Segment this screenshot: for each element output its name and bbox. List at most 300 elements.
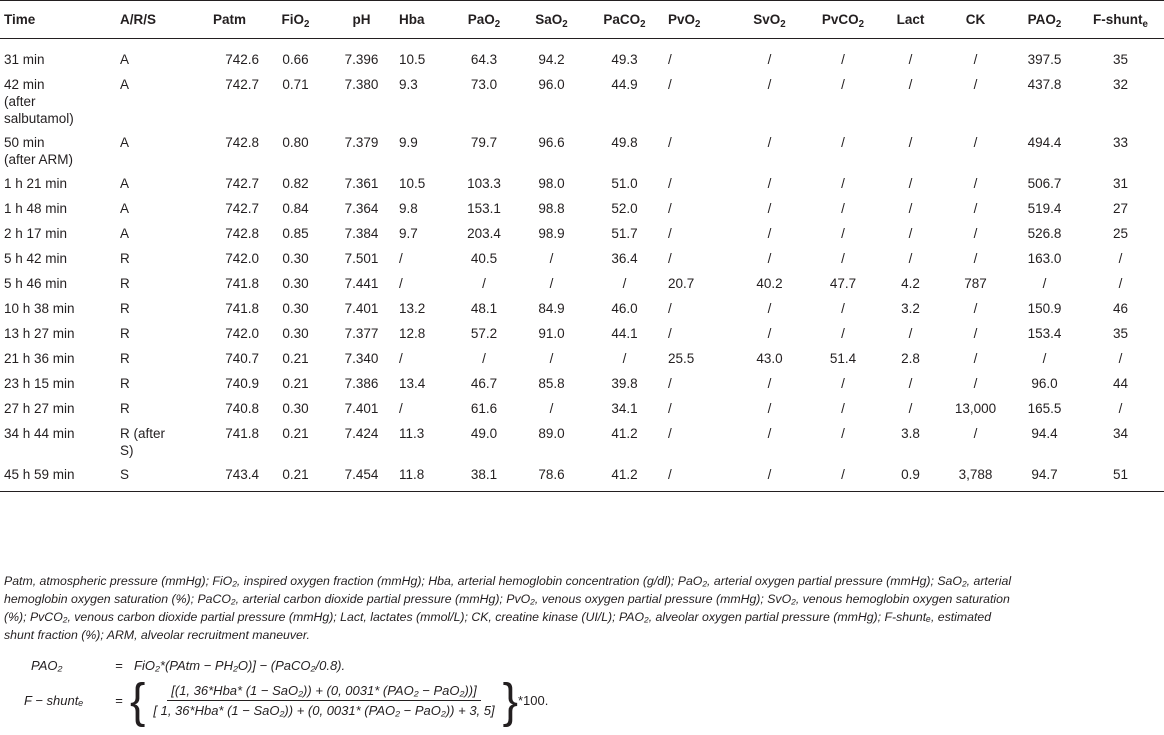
column-header xyxy=(518,1,585,39)
table-cell: / xyxy=(767,426,772,441)
table-cell: 0.30 xyxy=(282,251,309,266)
table-cell: 10.5 xyxy=(399,52,426,67)
table-cell: 23 h 15 min xyxy=(4,376,75,391)
header-row xyxy=(0,1,1164,39)
table-cell: / xyxy=(908,176,913,191)
header-label: Time xyxy=(4,12,36,27)
table-cell: / xyxy=(668,135,672,150)
table-cell: R xyxy=(120,276,130,291)
table-cell: 0.21 xyxy=(282,426,309,441)
table-cell: 34 xyxy=(1112,426,1129,441)
table-cell: / xyxy=(767,401,772,416)
table-cell: / xyxy=(767,176,772,191)
table-cell: 7.396 xyxy=(344,52,379,67)
table-cell: 64.3 xyxy=(470,52,498,67)
table-cell: 7.454 xyxy=(328,459,395,492)
table-cell: 526.8 xyxy=(1027,226,1062,241)
table-cell: 44.9 xyxy=(611,77,638,92)
table-cell: 740.9 xyxy=(225,376,259,391)
header-label: A/R/S xyxy=(120,12,157,27)
column-header xyxy=(1077,1,1164,39)
table-cell: 96.6 xyxy=(538,135,565,150)
legend-line: (%); PvCO₂, venous carbon dioxide partial pressure (mmHg); Lact, lactates (mmol/L); CK, creatine kinase (UI/L); PAO₂, alveolar oxygen partial pressure (mmHg); F-shuntₑ, estimated xyxy=(4,610,992,624)
table-cell: / xyxy=(841,52,845,67)
table-cell: 1 h 48 min xyxy=(4,201,68,216)
header-label: FiO xyxy=(281,12,305,27)
table-cell: 35 xyxy=(1112,52,1129,67)
table-cell: / xyxy=(668,401,672,416)
table-cell: 94.7 xyxy=(1012,459,1077,492)
table-cell: / xyxy=(1118,276,1123,291)
table-cell: / xyxy=(668,301,672,316)
table-cell: 46 xyxy=(1112,301,1129,316)
table-cell: 36.4 xyxy=(611,251,638,266)
table-cell: / xyxy=(767,52,772,67)
table-row xyxy=(0,343,1164,368)
table-cell: 98.8 xyxy=(538,201,565,216)
table-cell: / xyxy=(841,426,845,441)
header-label: SaO xyxy=(535,12,563,27)
header-subscript: 2 xyxy=(494,18,501,30)
table-cell: 7.377 xyxy=(344,326,379,341)
formula-shunt xyxy=(24,672,549,728)
header-subscript: e xyxy=(1142,18,1148,30)
table-cell: / xyxy=(482,276,486,291)
table-cell: 103.3 xyxy=(467,176,501,191)
table-cell: 506.7 xyxy=(1027,176,1062,191)
table-cell: 49.0 xyxy=(470,426,498,441)
table-cell: / xyxy=(841,376,845,391)
table-cell: 98.0 xyxy=(538,176,565,191)
table-cell: A xyxy=(120,201,130,216)
table-cell: 153.4 xyxy=(1027,326,1062,341)
table-cell: / xyxy=(668,251,672,266)
column-header xyxy=(804,1,882,39)
table-cell: / xyxy=(973,135,978,150)
formula-lhs: F − shuntₑ xyxy=(24,692,84,708)
table-cell: 0.71 xyxy=(282,77,309,92)
table-cell: A xyxy=(120,77,130,92)
table-cell: 52.0 xyxy=(611,201,638,216)
table-cell: / xyxy=(973,326,978,341)
table-cell: 7.386 xyxy=(344,376,379,391)
table-cell: 42 min (after salbutamol) xyxy=(4,77,74,126)
column-header xyxy=(263,1,328,39)
column-header xyxy=(585,1,664,39)
table-cell: 7.501 xyxy=(344,251,379,266)
header-label: SvO xyxy=(753,12,781,27)
table-cell: A xyxy=(120,135,130,150)
table-cell: 35 xyxy=(1112,326,1129,341)
table-cell: 0.30 xyxy=(282,326,309,341)
table-row xyxy=(0,318,1164,343)
table-cell: 9.7 xyxy=(399,226,418,241)
table-cell: 203.4 xyxy=(467,226,501,241)
table-cell: 741.8 xyxy=(225,276,259,291)
table-cell: 0.30 xyxy=(282,301,309,316)
table-cell: 85.8 xyxy=(538,376,565,391)
table-cell: 742.8 xyxy=(225,226,259,241)
table-cell: / xyxy=(841,326,845,341)
formulas xyxy=(24,658,549,728)
table-cell: 163.0 xyxy=(1027,251,1062,266)
table-row xyxy=(0,243,1164,268)
table-cell: 13.2 xyxy=(399,301,426,316)
formula-multiplier: *100. xyxy=(518,692,549,708)
header-label: Lact xyxy=(896,12,925,27)
header-label: PvO xyxy=(668,12,696,27)
table-cell: 94.2 xyxy=(538,52,565,67)
table-cell: 46.7 xyxy=(470,376,498,391)
table-cell: / xyxy=(973,226,978,241)
table-cell: 27 xyxy=(1112,201,1129,216)
table-cell: / xyxy=(668,426,672,441)
table-cell: 11.8 xyxy=(395,459,450,492)
table-cell: R xyxy=(120,351,130,366)
table-cell: 742.0 xyxy=(225,251,259,266)
table-cell: 397.5 xyxy=(1027,52,1062,67)
table-cell: 13 h 27 min xyxy=(4,326,75,341)
table-cell: 49.8 xyxy=(611,135,638,150)
table-cell: / xyxy=(767,77,772,92)
table-cell: / xyxy=(841,77,845,92)
table-cell: / xyxy=(767,135,772,150)
right-brace: } xyxy=(502,672,518,728)
table-cell: 742.8 xyxy=(225,135,259,150)
table-cell: 0.21 xyxy=(263,459,328,492)
table-cell: 0.85 xyxy=(282,226,309,241)
table-cell: 5 h 42 min xyxy=(4,251,68,266)
column-header xyxy=(116,1,196,39)
table-cell: 44.1 xyxy=(611,326,638,341)
table-cell: / xyxy=(908,401,913,416)
table-cell: / xyxy=(1118,401,1123,416)
table-cell: 49.3 xyxy=(611,52,638,67)
table-row xyxy=(0,418,1164,459)
table-cell: / xyxy=(973,301,978,316)
table-cell: / xyxy=(841,135,845,150)
table-cell: / xyxy=(841,251,845,266)
table-cell: 0.30 xyxy=(282,276,309,291)
table-cell: 740.7 xyxy=(225,351,259,366)
table-row xyxy=(0,69,1164,127)
table-cell: / xyxy=(767,201,772,216)
formula-lhs: PAO₂ xyxy=(31,658,63,673)
table-cell: / xyxy=(908,135,913,150)
table-cell: / xyxy=(973,201,978,216)
table-cell: A xyxy=(120,176,130,191)
table-cell: 0.66 xyxy=(282,52,309,67)
table-cell: / xyxy=(841,401,845,416)
table-cell: / xyxy=(399,276,403,291)
table-cell: / xyxy=(664,459,735,492)
table-cell: 48.1 xyxy=(470,301,498,316)
table-cell: / xyxy=(973,426,978,441)
table-cell: 44 xyxy=(1112,376,1129,391)
formula-rhs: FiO₂*(PAtm − PH₂O)] − (PaCO₂/0.8). xyxy=(134,658,346,673)
table-cell: 79.7 xyxy=(470,135,498,150)
table-cell: S xyxy=(116,459,196,492)
table-cell: A xyxy=(120,52,130,67)
table-cell: / xyxy=(767,326,772,341)
table-cell: 7.401 xyxy=(344,401,379,416)
table-cell: 3.2 xyxy=(901,301,920,316)
table-cell: 741.8 xyxy=(225,426,259,441)
table-cell: / xyxy=(841,301,845,316)
table-cell: 33 xyxy=(1112,135,1129,150)
header-label: PvCO xyxy=(821,12,859,27)
table-cell: / xyxy=(908,201,913,216)
table-cell: 40.2 xyxy=(756,276,783,291)
table-cell: 31 xyxy=(1112,176,1129,191)
header-subscript: 2 xyxy=(640,18,646,30)
table-cell: 494.4 xyxy=(1027,135,1062,150)
header-label: F-shunt xyxy=(1093,12,1143,27)
header-label: PaO xyxy=(467,12,495,27)
table-cell: 10.5 xyxy=(399,176,426,191)
table-cell: 437.8 xyxy=(1027,77,1062,92)
table-cell: 96.0 xyxy=(538,77,565,92)
table-cell: 12.8 xyxy=(399,326,426,341)
table-cell: 34 h 44 min xyxy=(4,426,75,441)
header-label: Hba xyxy=(399,12,425,27)
table-cell: / xyxy=(973,351,978,366)
table-cell: / xyxy=(767,251,772,266)
table-cell: 153.1 xyxy=(467,201,501,216)
table-cell: 7.340 xyxy=(344,351,379,366)
table-cell: 1 h 21 min xyxy=(4,176,68,191)
table-cell: R xyxy=(120,401,130,416)
header-subscript: 2 xyxy=(1055,18,1062,30)
table-row xyxy=(0,218,1164,243)
table-cell: 21 h 36 min xyxy=(4,351,75,366)
table-cell: 742.7 xyxy=(225,176,259,191)
formula-pao2 xyxy=(31,658,548,673)
table-cell: / xyxy=(549,351,554,366)
table-cell: 40.5 xyxy=(470,251,498,266)
table-cell: 13,000 xyxy=(954,401,997,416)
table-cell: 741.8 xyxy=(225,301,259,316)
table-cell: 20.7 xyxy=(668,276,695,291)
table-cell: 11.3 xyxy=(399,426,425,441)
table-row xyxy=(0,127,1164,168)
table-cell: 41.2 xyxy=(585,459,664,492)
table-cell: / xyxy=(549,251,554,266)
table-cell: 45 h 59 min xyxy=(0,459,116,492)
legend-line: hemoglobin oxygen saturation (%); PaCO₂, arterial carbon dioxide partial pressure (mmHg); PvO₂, venous oxygen partial pressure (mmHg); SvO₂, venous hemoglobin oxygen saturation xyxy=(4,592,1010,606)
table-cell: / xyxy=(908,251,913,266)
table-cell: 4.2 xyxy=(901,276,920,291)
table-cell: 0.21 xyxy=(282,351,309,366)
column-header xyxy=(939,1,1012,39)
table-cell: 519.4 xyxy=(1027,201,1062,216)
table-cell: 57.2 xyxy=(470,326,498,341)
column-header xyxy=(1012,1,1077,39)
table-cell: 0.30 xyxy=(282,401,309,416)
table-cell: / xyxy=(973,251,978,266)
table-row xyxy=(0,393,1164,418)
table-cell: / xyxy=(399,351,403,366)
table-cell: 0.82 xyxy=(282,176,309,191)
table-cell: 84.9 xyxy=(538,301,565,316)
table-cell: 3,788 xyxy=(939,459,1012,492)
table-cell: / xyxy=(908,376,913,391)
table-cell: 742.7 xyxy=(225,77,259,92)
table-cell: 7.424 xyxy=(344,426,379,441)
table-cell: 91.0 xyxy=(538,326,565,341)
column-header xyxy=(882,1,939,39)
table-row xyxy=(0,293,1164,318)
column-header xyxy=(664,1,735,39)
table-cell: R (after S) xyxy=(120,426,166,458)
table-cell: 94.4 xyxy=(1031,426,1058,441)
table-cell: R xyxy=(120,326,130,341)
table-cell: 73.0 xyxy=(470,77,498,92)
table-cell: / xyxy=(668,226,672,241)
table-cell: 96.0 xyxy=(1031,376,1058,391)
table-cell: / xyxy=(767,226,772,241)
table-cell: 51.7 xyxy=(611,226,638,241)
header-subscript: 2 xyxy=(780,18,786,30)
table-cell: / xyxy=(841,201,845,216)
table-row xyxy=(0,168,1164,193)
table-cell: / xyxy=(1042,276,1047,291)
table-cell: 31 min xyxy=(4,52,45,67)
table-cell: 7.380 xyxy=(344,77,379,92)
table-row xyxy=(0,193,1164,218)
table-cell: 9.9 xyxy=(399,135,418,150)
fraction xyxy=(149,683,498,718)
table-row xyxy=(0,368,1164,393)
table-cell: 0.84 xyxy=(282,201,309,216)
header-label: pH xyxy=(352,12,371,27)
table-cell: 9.3 xyxy=(399,77,418,92)
table-cell: / xyxy=(668,77,672,92)
table-cell: 78.6 xyxy=(518,459,585,492)
table-cell: 787 xyxy=(964,276,987,291)
table-cell: 98.9 xyxy=(538,226,565,241)
table-cell: / xyxy=(973,176,978,191)
table-cell: / xyxy=(908,326,913,341)
header-label: CK xyxy=(965,12,986,27)
equals-sign: = xyxy=(115,658,123,673)
table-cell: 740.8 xyxy=(225,401,259,416)
column-header xyxy=(395,1,450,39)
table-cell: R xyxy=(120,301,130,316)
column-header xyxy=(450,1,518,39)
header-label: PaCO xyxy=(603,12,641,27)
table-cell: / xyxy=(908,226,913,241)
table-cell: / xyxy=(622,276,627,291)
legend-line: Patm, atmospheric pressure (mmHg); FiO₂, inspired oxygen fraction (mmHg); Hba, arterial hemoglobin concentration (g/dl); PaO₂, arterial oxygen partial pressure (mmHg); SaO₂, arterial xyxy=(4,574,1012,588)
table-cell: / xyxy=(1042,351,1047,366)
table-cell: 742.6 xyxy=(225,52,259,67)
table-cell: / xyxy=(549,276,554,291)
table-cell: 9.8 xyxy=(399,201,418,216)
column-header xyxy=(735,1,804,39)
table-cell: A xyxy=(120,226,130,241)
header-label: PAO xyxy=(1027,12,1056,27)
fraction-numerator: [(1, 36*Hba* (1 − SaO₂)) + (0, 0031* (PAO₂ − PaO₂))] xyxy=(167,683,480,701)
table-cell: / xyxy=(399,251,403,266)
table-row xyxy=(0,39,1164,70)
table-cell: 742.0 xyxy=(225,326,259,341)
header-subscript: 2 xyxy=(562,18,568,30)
table-cell: / xyxy=(622,351,627,366)
fraction-denominator: [ 1, 36*Hba* (1 − SaO₂)) + (0, 0031* (PAO₂ − PaO₂)) + 3, 5] xyxy=(153,702,495,718)
table-cell: R xyxy=(120,251,130,266)
table-cell: 13.4 xyxy=(399,376,426,391)
table-cell: 10 h 38 min xyxy=(4,301,75,316)
table-cell: 2 h 17 min xyxy=(4,226,68,241)
table-cell: 0.21 xyxy=(282,376,309,391)
column-header xyxy=(196,1,263,39)
table-cell: 89.0 xyxy=(538,426,565,441)
table-row xyxy=(0,268,1164,293)
left-brace: { xyxy=(130,672,146,728)
header-subscript: 2 xyxy=(858,18,865,30)
table-cell: / xyxy=(668,201,672,216)
table-cell: / xyxy=(668,176,672,191)
table-cell: 51.0 xyxy=(611,176,638,191)
table-cell: 742.7 xyxy=(225,201,259,216)
table-cell: 38.1 xyxy=(450,459,518,492)
table-cell: 27 h 27 min xyxy=(4,401,75,416)
table-cell: 0.80 xyxy=(282,135,309,150)
table-cell: 7.384 xyxy=(344,226,379,241)
table-cell: / xyxy=(973,77,978,92)
table-cell: 41.2 xyxy=(611,426,638,441)
legend-line: shunt fraction (%); ARM, alveolar recruitment maneuver. xyxy=(4,628,310,642)
table-cell: / xyxy=(735,459,804,492)
table-cell: 7.364 xyxy=(344,201,379,216)
table-cell: / xyxy=(767,376,772,391)
table-cell: 7.379 xyxy=(344,135,379,150)
table-cell: 51 xyxy=(1077,459,1164,492)
table-cell: / xyxy=(668,52,672,67)
table-cell: / xyxy=(668,376,672,391)
table-cell: 0.9 xyxy=(882,459,939,492)
table-cell: 61.6 xyxy=(470,401,498,416)
table-row xyxy=(0,459,1164,492)
table-cell: 32 xyxy=(1112,77,1129,92)
table-cell: 7.401 xyxy=(344,301,379,316)
table-cell: 47.7 xyxy=(829,276,857,291)
table-cell: 7.441 xyxy=(344,276,379,291)
table-cell: 7.361 xyxy=(344,176,379,191)
column-header xyxy=(328,1,395,39)
table-cell: / xyxy=(908,77,913,92)
table-legend xyxy=(4,572,1140,644)
table-cell: 2.8 xyxy=(901,351,920,366)
table-cell: / xyxy=(668,326,672,341)
table-cell: / xyxy=(973,52,978,67)
table-cell: 150.9 xyxy=(1027,301,1062,316)
table-cell: / xyxy=(841,176,845,191)
table-cell: 165.5 xyxy=(1027,401,1062,416)
table-cell: / xyxy=(973,376,978,391)
table-cell: 25 xyxy=(1112,226,1129,241)
table-cell: / xyxy=(804,459,882,492)
table-cell: 34.1 xyxy=(611,401,638,416)
header-label: Patm xyxy=(212,12,246,27)
table-cell: 39.8 xyxy=(611,376,638,391)
table-cell: / xyxy=(1118,251,1123,266)
header-subscript: 2 xyxy=(304,18,310,30)
table-cell: 3.8 xyxy=(901,426,920,441)
table-cell: 43.0 xyxy=(756,351,783,366)
header-subscript: 2 xyxy=(695,18,701,30)
